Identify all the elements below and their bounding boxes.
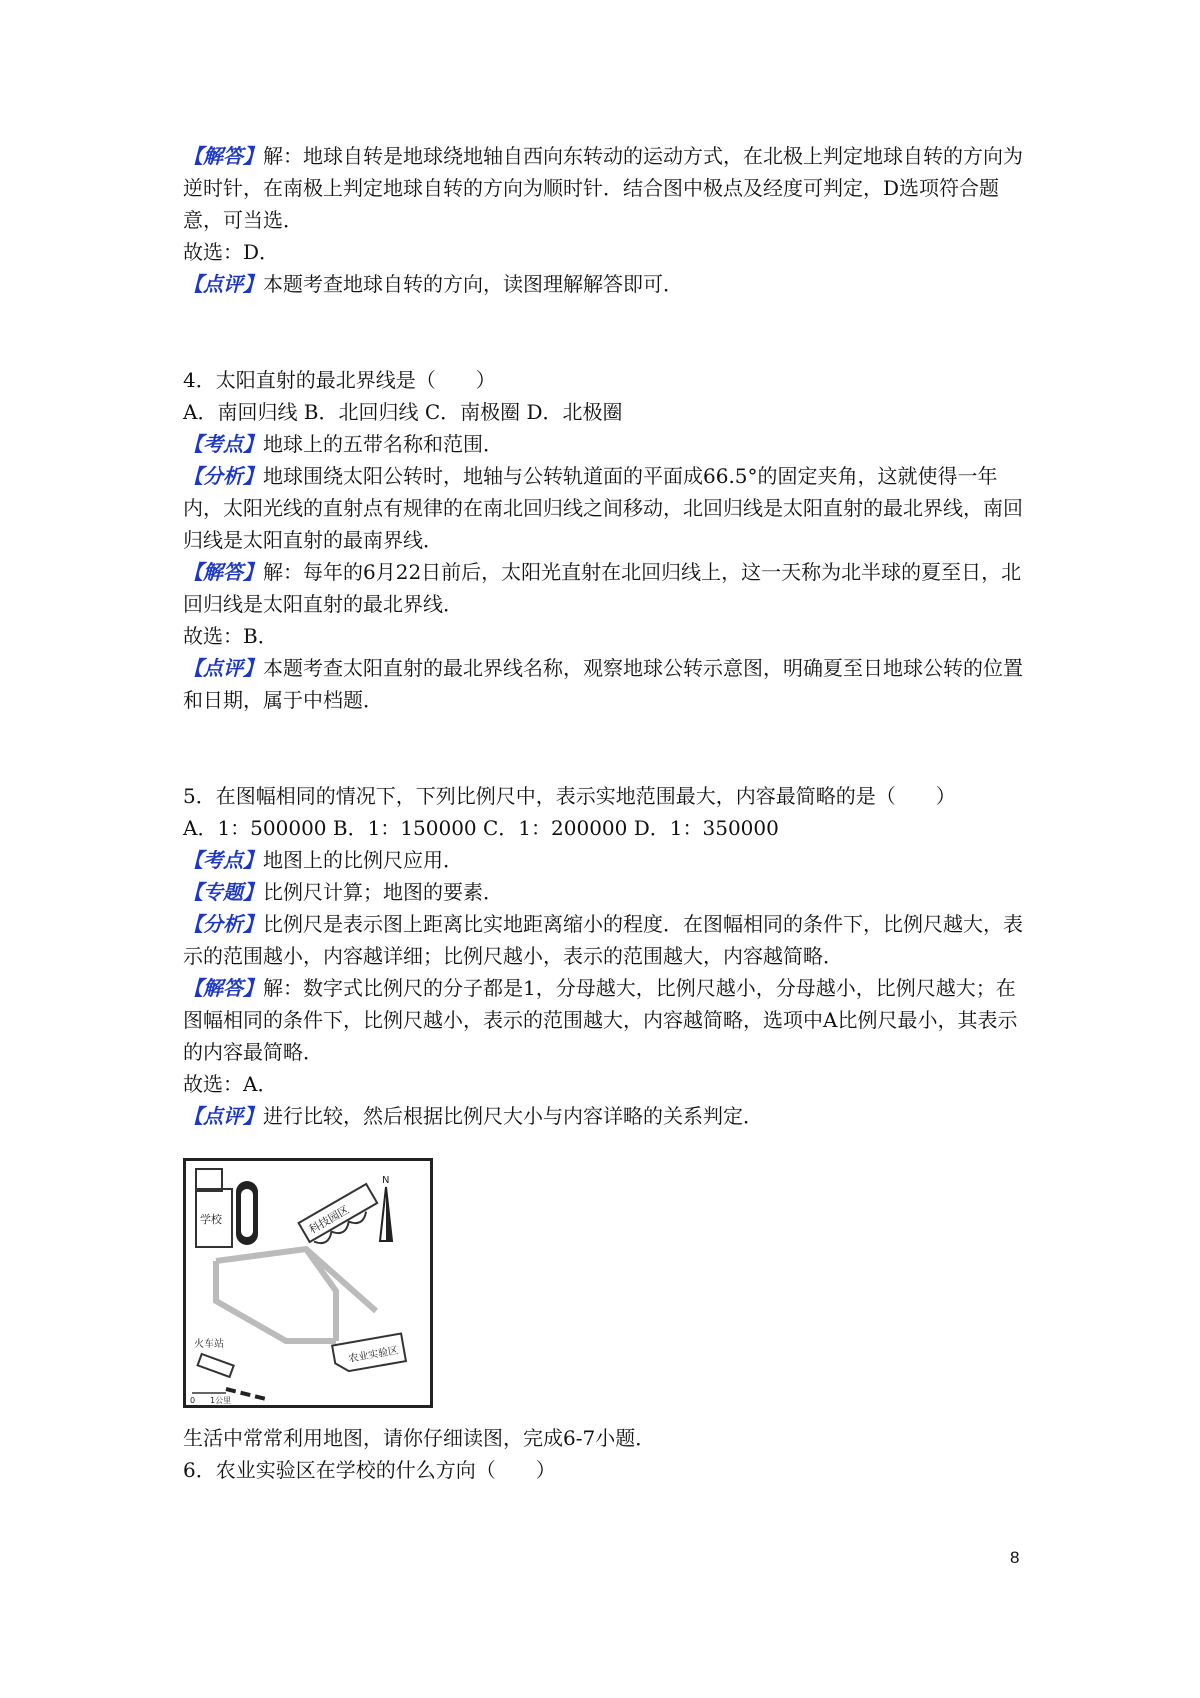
q4-point [183,428,1028,460]
road-branch [216,1261,336,1341]
q5-comment [183,1100,1028,1132]
q4-stem: 4．太阳直射的最北界线是（ ） [183,368,496,392]
point-tag: 【考点】 [183,848,263,872]
q4-answer [183,556,1028,620]
q5-analysis [183,908,1028,972]
answer-tag: 【解答】 [183,144,263,168]
q5-answer-text: 解：数字式比例尺的分子都是1，分母越大，比例尺越小，分母越小，比例尺越大；在图幅相同的条件下，比例尺越小，表示的范围越大，内容越简略，选项中A比例尺最小，其表示的内容最简略． [183,976,1018,1064]
map-drawing [186,1161,430,1405]
q5-topic-text: 比例尺计算；地图的要素． [263,880,503,904]
q5-point-text: 地图上的比例尺应用． [263,848,463,872]
farm-area [332,1333,406,1373]
answer-tag: 【解答】 [183,560,263,584]
q5-choice: 故选：A． [183,1072,278,1096]
station-label: 火车站 [194,1339,224,1350]
q5-topic [183,876,1028,908]
q3-choice: 故选：D． [183,240,280,264]
science-park [299,1184,382,1249]
q5-analysis-text: 比例尺是表示图上距离比实地距离缩小的程度．在图幅相同的条件下，比例尺越大，表示的范围越小，内容越详细；比例尺越小，表示的范围越大，内容越简略． [183,912,1023,968]
q6-stem: 6．农业实验区在学校的什么方向（ ） [183,1458,556,1482]
q4-answer-text: 解：每年的6月22日前后，太阳光直射在北回归线上，这一天称为北半球的夏至日，北回归线是太阳直射的最北界线． [183,560,1022,616]
analysis-tag: 【分析】 [183,464,263,488]
road-main [216,1249,376,1311]
science-park-label: 科技园区 [306,1203,352,1237]
comment-tag: 【点评】 [183,1104,263,1128]
q3-answer [183,140,1028,236]
answer-tag: 【解答】 [183,976,263,1000]
q67-intro: 生活中常常利用地图，请你仔细读图，完成6-7小题． [183,1426,656,1450]
comment-tag: 【点评】 [183,656,263,680]
scale-label: 1公里 [210,1396,232,1405]
q4-analysis [183,460,1028,556]
q4-comment-text: 本题考查太阳直射的最北界线名称，观察地球公转示意图，明确夏至日地球公转的位置和日期，属于中档题． [183,656,1023,712]
page-number: 8 [1010,1548,1020,1567]
running-track-inner [241,1189,253,1237]
q3-comment [183,268,1028,300]
page-content [183,140,1028,1486]
school-label: 学校 [200,1213,222,1226]
topic-tag: 【专题】 [183,880,263,904]
analysis-tag: 【分析】 [183,912,263,936]
station-building-icon [198,1354,234,1377]
q5-answer [183,972,1028,1068]
school-building-icon [196,1169,222,1191]
q4-options: A．南回归线 B．北回归线 C．南极圈 D．北极圈 [183,400,623,424]
q5-stem: 5．在图幅相同的情况下，下列比例尺中，表示实地范围最大，内容最简略的是（ ） [183,784,956,808]
q4-comment [183,652,1028,716]
north-label: N [382,1175,390,1186]
railway-line [226,1389,266,1399]
q4-point-text: 地球上的五带名称和范围． [263,432,503,456]
scale-zero: 0 [190,1396,196,1405]
q5-point [183,844,1028,876]
q3-comment-text: 本题考查地球自转的方向，读图理解解答即可． [263,272,683,296]
q4-choice: 故选：B． [183,624,278,648]
map-figure [183,1158,433,1408]
q4-analysis-text: 地球围绕太阳公转时，地轴与公转轨道面的平面成66.5°的固定夹角，这就使得一年内，太阳光线的直射点有规律的在南北回归线之间移动，北回归线是太阳直射的最北界线，南回归线是太阳直射的最南界线． [183,464,1023,552]
q5-options: A．1：500000 B．1：150000 C．1：200000 D．1：350000 [183,816,779,840]
q3-answer-text: 解：地球自转是地球绕地轴自西向东转动的运动方式，在北极上判定地球自转的方向为逆时针，在南极上判定地球自转的方向为顺时针．结合图中极点及经度可判定，D选项符合题意，可当选． [183,144,1023,232]
farm-area-label: 农业实验区 [347,1345,399,1365]
comment-tag: 【点评】 [183,272,263,296]
q5-comment-text: 进行比较，然后根据比例尺大小与内容详略的关系判定． [263,1104,763,1128]
point-tag: 【考点】 [183,432,263,456]
